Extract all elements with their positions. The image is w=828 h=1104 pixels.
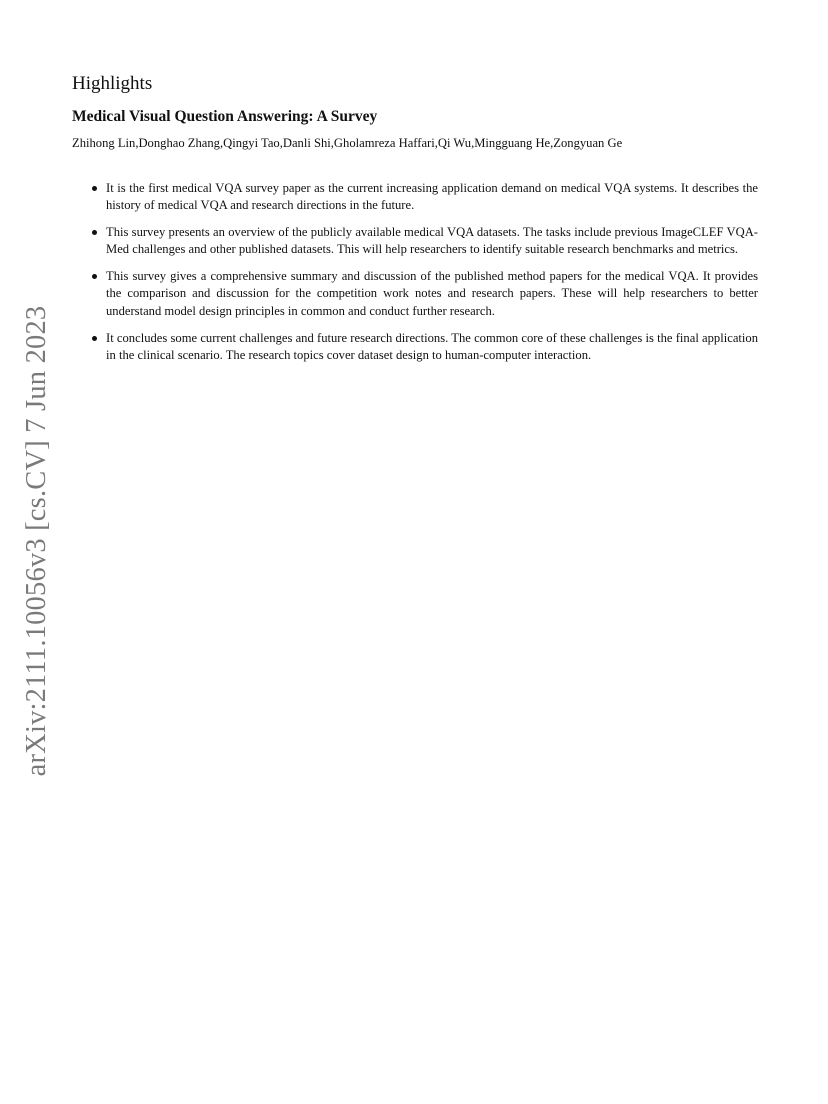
paper-authors: Zhihong Lin,Donghao Zhang,Qingyi Tao,Danli Shi,Gholamreza Haffari,Qi Wu,Mingguang He,Zongyuan Ge <box>72 136 623 150</box>
highlights-list <box>92 180 758 364</box>
bullet-icon <box>92 336 97 341</box>
arxiv-side-stamp: arXiv:2111.10056v3 [cs.CV] 7 Jun 2023 <box>21 305 52 777</box>
paper-title: Medical Visual Question Answering: A Survey <box>72 108 378 125</box>
highlight-item-1 <box>92 180 758 215</box>
highlight-item-4 <box>92 330 758 365</box>
highlights-heading: Highlights <box>72 73 153 94</box>
highlight-text-1: It is the first medical VQA survey paper as the current increasing application demand on medical VQA systems. It describes the history of medical VQA and research directions in the future. <box>106 181 758 213</box>
bullet-icon <box>92 274 97 279</box>
highlight-text-4: It concludes some current challenges and future research directions. The common core of these challenges is the final application in the clinical scenario. The research topics cover dataset design to human-computer interaction. <box>106 330 758 362</box>
highlight-item-2 <box>92 224 758 259</box>
highlight-text-2: This survey presents an overview of the publicly available medical VQA datasets. The tasks include previous ImageCLEF VQA-Med challenges and other published datasets. This will help researchers to identify suitable research benchmarks and metrics. <box>106 225 758 257</box>
highlight-text-3: This survey gives a comprehensive summary and discussion of the published method papers for the medical VQA. It provides the comparison and discussion for the competition work notes and research papers. These will help researchers to better understand model design principles in common and conduct further research. <box>106 269 758 318</box>
highlight-item-3 <box>92 268 758 320</box>
bullet-icon <box>92 230 97 235</box>
bullet-icon <box>92 186 97 191</box>
